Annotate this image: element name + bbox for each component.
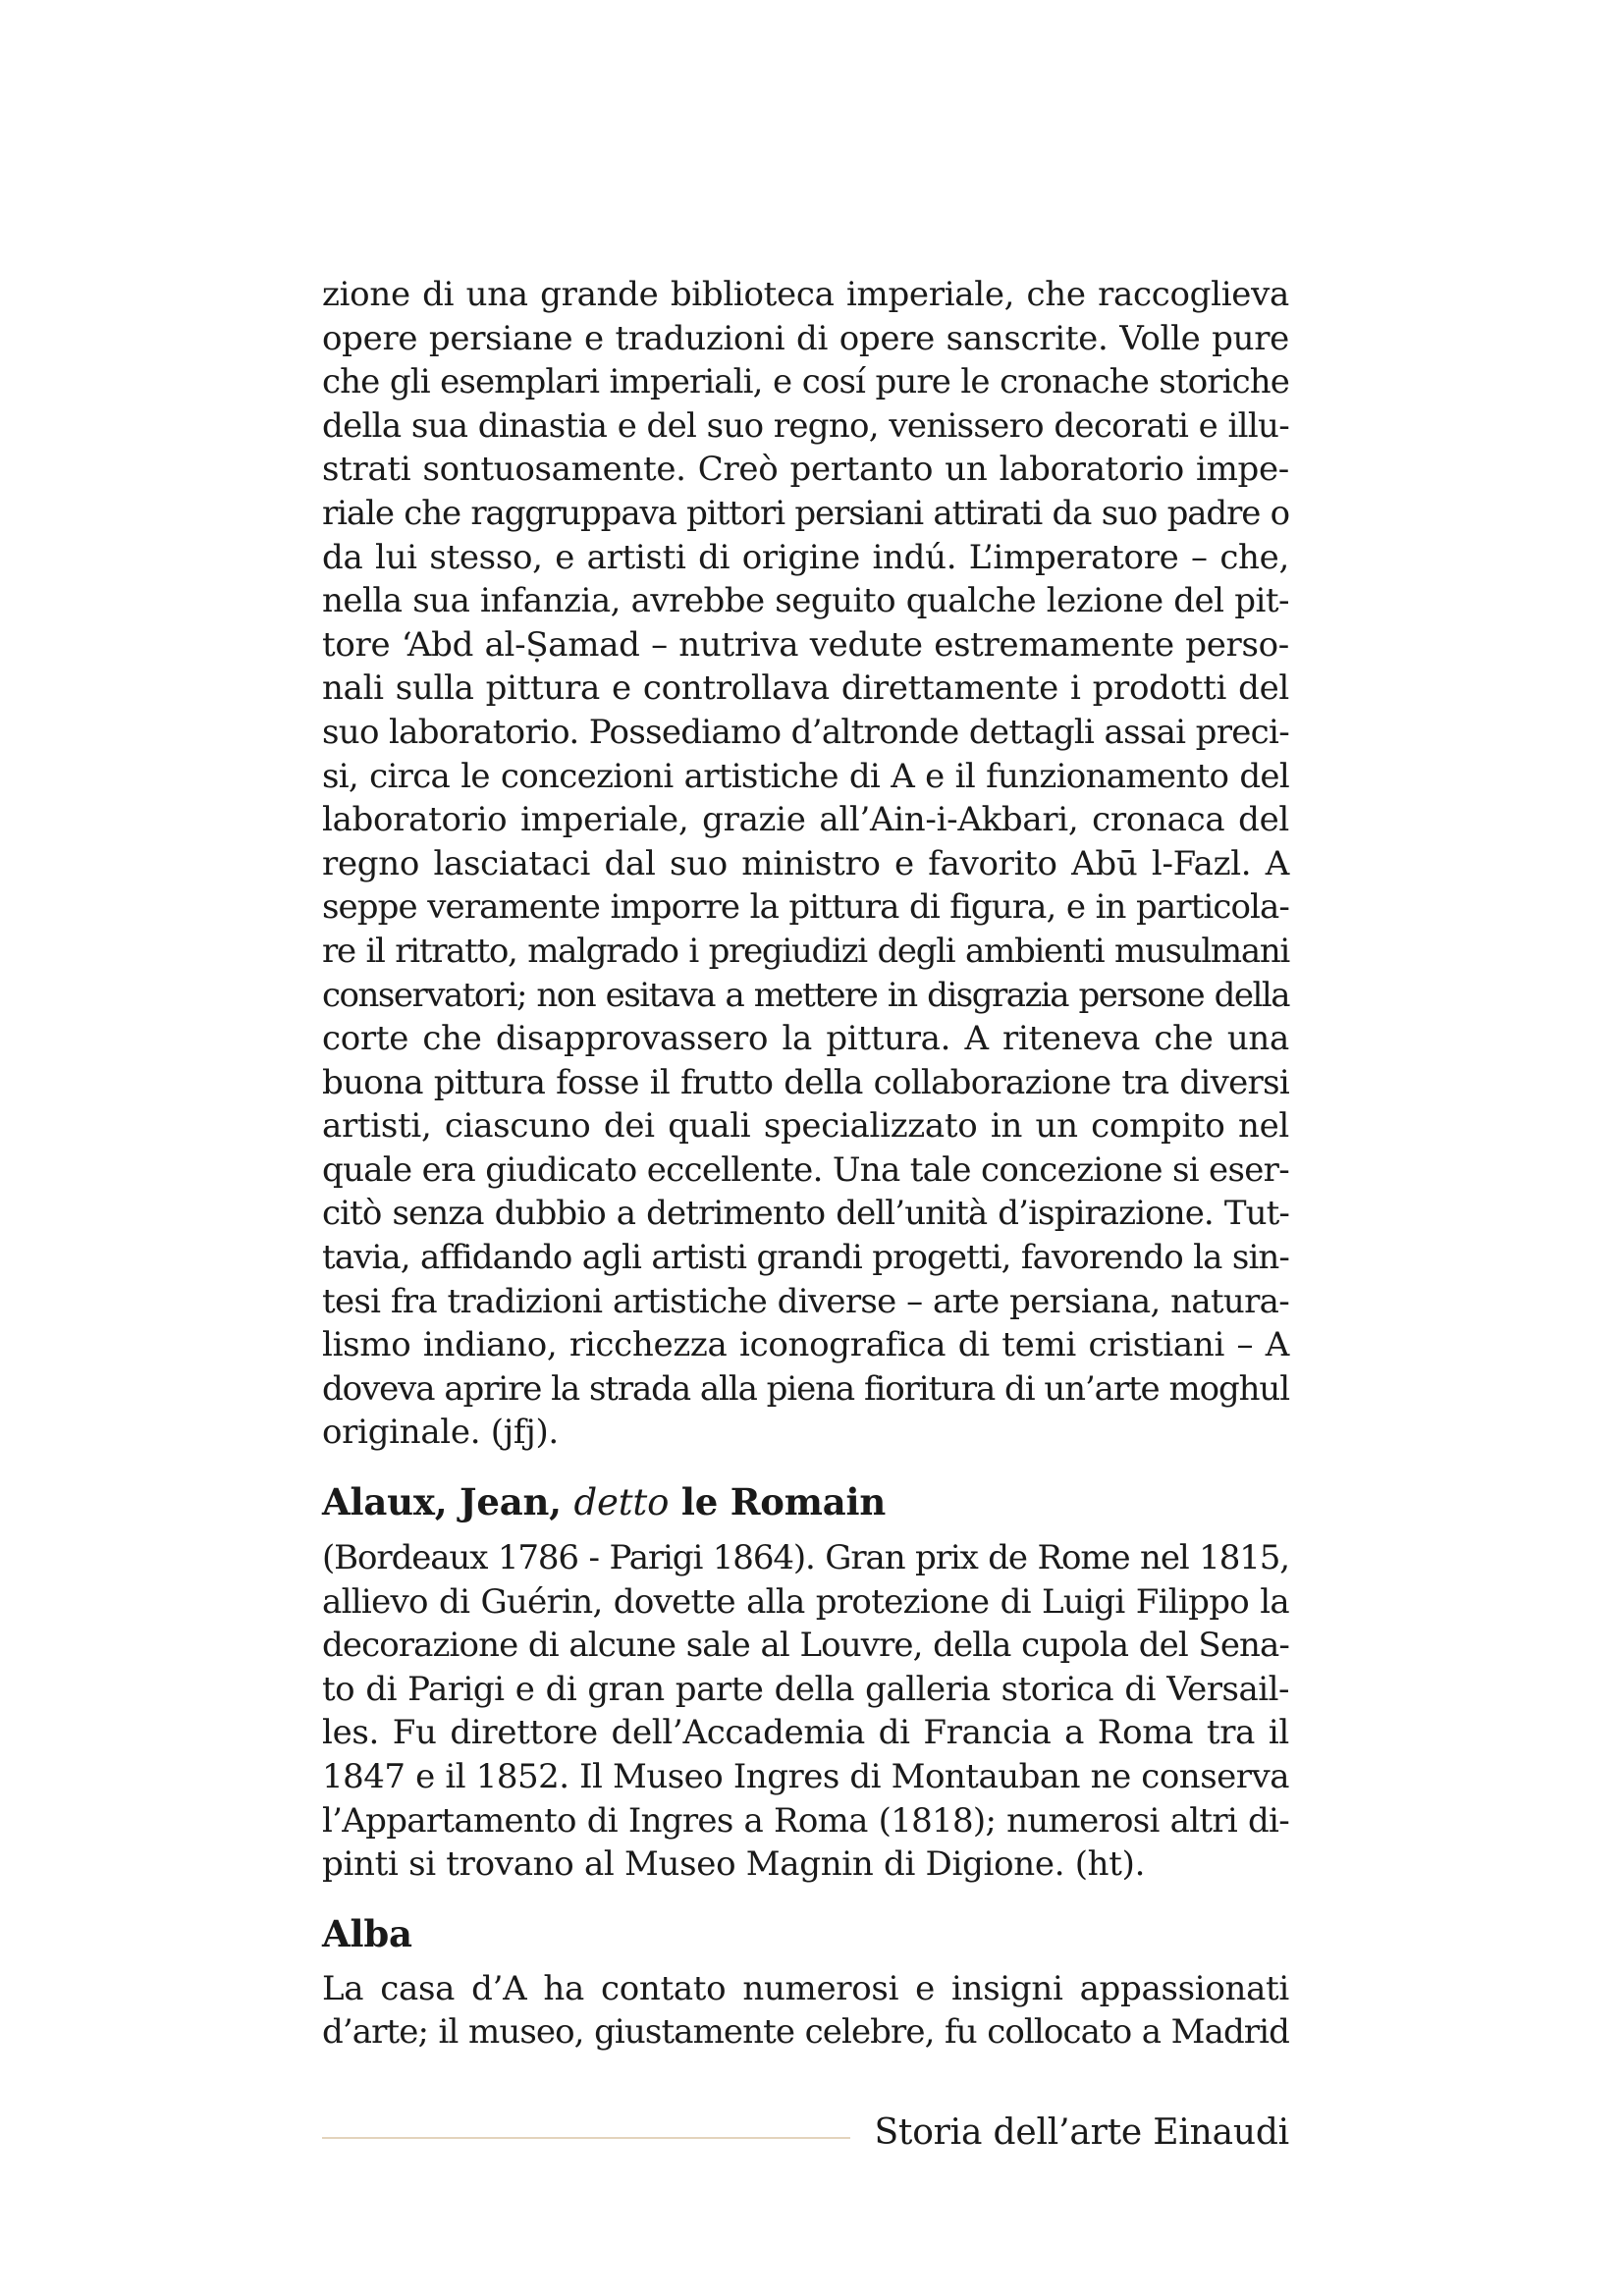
text-line: suo laboratorio. Possediamo d’altronde dettagli assai preci-: [322, 712, 1289, 752]
text-line: opere persiane e traduzioni di opere sanscrite. Volle pure: [322, 318, 1289, 358]
text-line: artisti, ciascuno dei quali specializzato in un compito nel: [322, 1106, 1289, 1147]
text-line: si, circa le concezioni artistiche di A e il funzionamento del: [322, 756, 1289, 796]
text-line: les. Fu direttore dell’Accademia di Francia a Roma tra il: [322, 1713, 1289, 1753]
text-line: della sua dinastia e del suo regno, venissero decorati e illu-: [322, 405, 1289, 446]
text-line: conservatori; non esitava a mettere in disgrazia persone della: [322, 975, 1289, 1015]
text-line: decorazione di alcune sale al Louvre, della cupola del Sena-: [322, 1626, 1289, 1666]
heading-detto: detto: [573, 1481, 670, 1524]
footer-rule: [322, 2137, 850, 2139]
text-line: (Bordeaux 1786 - Parigi 1864). Gran prix de Rome nel 1815,: [322, 1538, 1289, 1578]
text-line: da lui stesso, e artisti di origine indú. L’imperatore – che,: [322, 537, 1289, 577]
text-line: riale che raggruppava pittori persiani attirati da suo padre o: [322, 493, 1289, 533]
text-line: citò senza dubbio a detrimento dell’unità d’ispirazione. Tut-: [322, 1194, 1289, 1234]
heading-rest: le Romain: [669, 1480, 887, 1524]
text-line: tavia, affidando agli artisti grandi progetti, favorendo la sin-: [322, 1238, 1289, 1278]
text-line: to di Parigi e di gran parte della galleria storica di Versail-: [322, 1669, 1289, 1709]
text-line: tesi fra tradizioni artistiche diverse – arte persiana, natura-: [322, 1281, 1289, 1321]
text-line: zione di una grande biblioteca imperiale, che raccoglieva: [322, 275, 1289, 314]
text-line: d’arte; il museo, giustamente celebre, fu collocato a Madrid: [322, 2012, 1289, 2053]
alba-entry-paragraph: [322, 1967, 1289, 2055]
alaux-entry-paragraph: [322, 1536, 1289, 1887]
text-line: buona pittura fosse il frutto della collaborazione tra diversi: [322, 1062, 1289, 1102]
text-line: doveva aprire la strada alla piena fioritura di un’arte moghul: [322, 1368, 1289, 1409]
text-line: pinti si trovano al Museo Magnin di Digione. (ht).: [322, 1844, 1146, 1885]
text-line: nali sulla pittura e controllava direttamente i prodotti del: [322, 668, 1289, 709]
text-line: che gli esemplari imperiali, e cosí pure le cronache storiche: [322, 362, 1289, 402]
text-line: originale. (jfj).: [322, 1413, 559, 1453]
text-line: tore ‘Abd al-Ṣamad – nutriva vedute estremamente perso-: [322, 624, 1289, 665]
text-line: re il ritratto, malgrado i pregiudizi degli ambienti musulmani: [322, 931, 1289, 971]
text-line: nella sua infanzia, avrebbe seguito qualche lezione del pit-: [322, 581, 1289, 621]
text-column: [322, 273, 1289, 2055]
text-line: corte che disapprovassero la pittura. A riteneva che una: [322, 1019, 1289, 1059]
text-line: La casa d’A ha contato numerosi e insigni appassionati: [322, 1968, 1289, 2008]
text-line: strati sontuosamente. Creò pertanto un laboratorio impe-: [322, 450, 1289, 490]
text-line: regno lasciataci dal suo ministro e favorito Abū l-Fazl. A: [322, 843, 1289, 883]
text-line: seppe veramente imporre la pittura di figura, e in particola-: [322, 887, 1289, 928]
akbar-entry-paragraph: [322, 273, 1289, 1455]
text-line: 1847 e il 1852. Il Museo Ingres di Montauban ne conserva: [322, 1757, 1289, 1796]
text-line: l’Appartamento di Ingres a Roma (1818); numerosi altri di-: [322, 1800, 1289, 1841]
footer-publisher: Storia dell’arte Einaudi: [874, 2112, 1289, 2153]
text-line: quale era giudicato eccellente. Una tale concezione si eser-: [322, 1149, 1289, 1190]
text-line: laboratorio imperiale, grazie all’Ain-i-Akbari, cronaca del: [322, 800, 1289, 840]
entry-heading-alaux: [322, 1478, 1289, 1526]
text-line: allievo di Guérin, dovette alla protezione di Luigi Filippo la: [322, 1581, 1289, 1622]
entry-heading-alba: Alba: [322, 1911, 412, 1955]
heading-name: Alaux, Jean,: [322, 1480, 574, 1524]
text-line: lismo indiano, ricchezza iconografica di temi cristiani – A: [322, 1325, 1289, 1365]
